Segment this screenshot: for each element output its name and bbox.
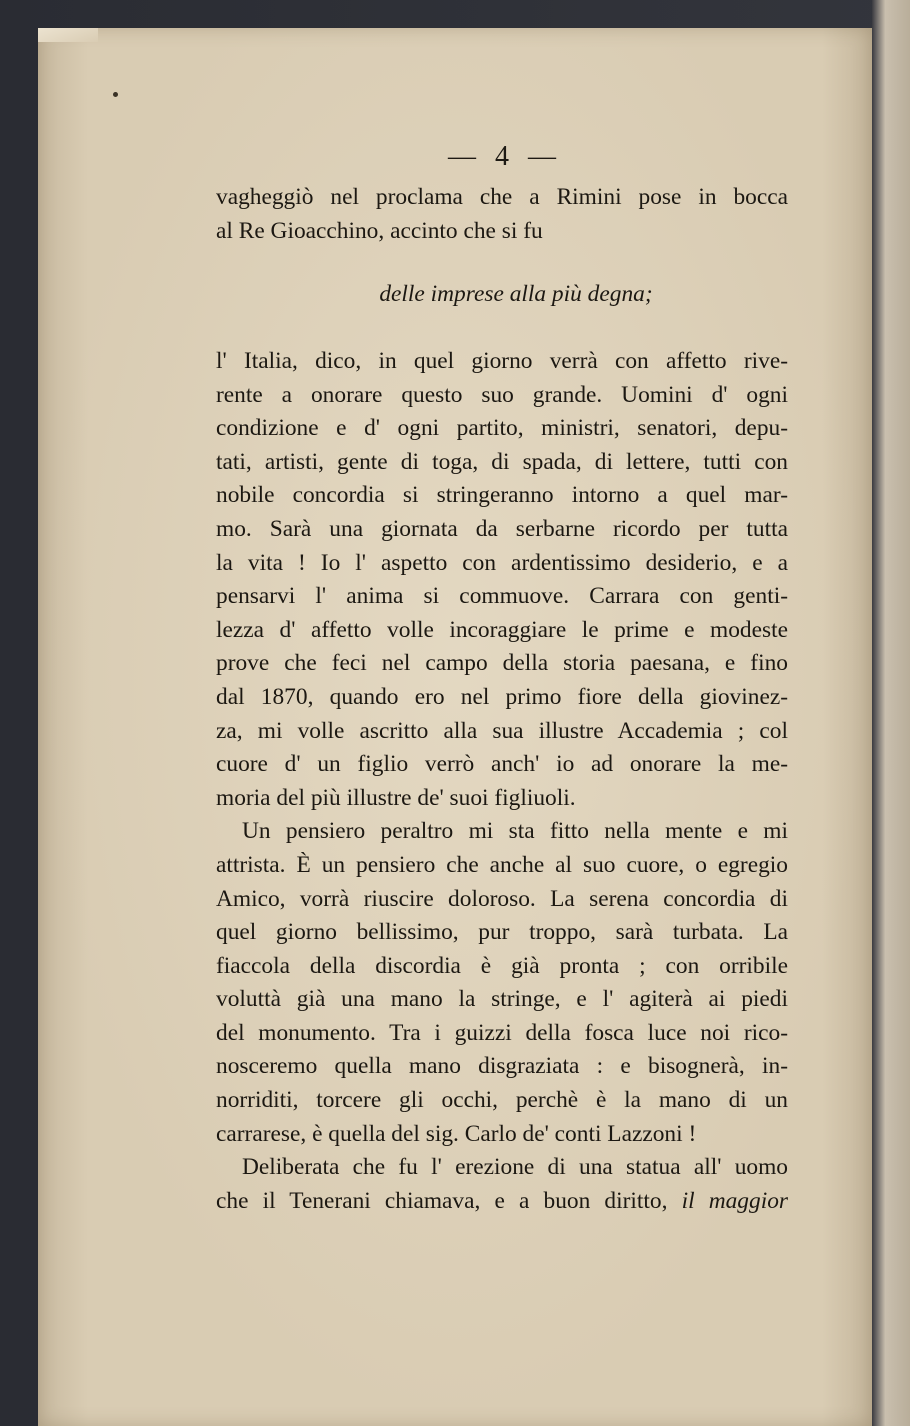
- text-line: del monumento. Tra i guizzi della fosca luce noi rico-: [216, 1019, 788, 1046]
- page-number: — 4 —: [448, 141, 562, 172]
- text-line: nosceremo quella mano disgraziata : e bisognerà, in-: [216, 1053, 788, 1080]
- text-line: voluttà già una mano la stringe, e l' agiterà ai piedi: [216, 986, 788, 1013]
- text-line: tati, artisti, gente di toga, di spada, di lettere, tutti con: [216, 448, 788, 475]
- next-page-edge: [872, 0, 910, 1426]
- quoted-verse: delle imprese alla più degna;: [379, 281, 653, 307]
- text-line: lezza d' affetto volle incoraggiare le prime e modeste: [216, 616, 788, 643]
- text-line: Un pensiero peraltro mi sta fitto nella mente e mi: [242, 818, 788, 845]
- text-line: quel giorno bellissimo, pur troppo, sarà turbata. La: [216, 919, 788, 946]
- text-line: al Re Gioacchino, accinto che si fu: [216, 217, 543, 244]
- text-line: carrarese, è quella del sig. Carlo de' conti Lazzoni !: [216, 1120, 697, 1147]
- text-line: l' Italia, dico, in quel giorno verrà con affetto rive-: [216, 348, 788, 374]
- text-line: pensarvi l' anima si commuove. Carrara con genti-: [216, 583, 788, 610]
- text-line: moria del più illustre de' suoi figliuoli.: [216, 784, 576, 811]
- text-line: za, mi volle ascritto alla sua illustre Accademia ; col: [216, 717, 788, 744]
- text-line: prove che feci nel campo della storia paesana, e fino: [216, 650, 788, 677]
- text-line: [216, 1185, 788, 1219]
- text-line: cuore d' un figlio verrò anch' io ad onorare la me-: [216, 751, 788, 778]
- text-run: che il Tenerani chiamava, e a buon diritto,: [216, 1187, 682, 1214]
- text-line: condizione e d' ogni partito, ministri, senatori, depu-: [216, 415, 788, 442]
- body-text: [216, 345, 788, 1218]
- italic-text-run: il maggior: [681, 1187, 788, 1214]
- text-line: mo. Sarà una giornata da serbarne ricordo per tutta: [216, 515, 788, 542]
- text-line: attrista. È un pensiero che anche al suo cuore, o egregio: [216, 851, 788, 878]
- text-line: nobile concordia si stringeranno intorno a quel mar-: [216, 482, 788, 509]
- text-line: Deliberata che fu l' erezione di una statua all' uomo: [242, 1154, 788, 1181]
- text-line: la vita ! Io l' aspetto con ardentissimo desiderio, e a: [216, 549, 788, 576]
- text-line: norriditi, torcere gli occhi, perchè è la mano di un: [216, 1087, 788, 1114]
- ink-spot: [113, 92, 118, 97]
- text-line: dal 1870, quando ero nel primo fiore della giovinez-: [216, 683, 788, 710]
- text-line: Amico, vorrà riuscire doloroso. La serena concordia di: [216, 885, 788, 912]
- text-line: rente a onorare questo suo grande. Uomini d' ogni: [216, 381, 788, 408]
- text-line: fiaccola della discordia è già pronta ; con orribile: [216, 952, 788, 979]
- page-corner-fold: [38, 28, 98, 42]
- text-line: vagheggiò nel proclama che a Rimini pose in bocca: [216, 184, 788, 210]
- paragraph-opening: [216, 181, 788, 248]
